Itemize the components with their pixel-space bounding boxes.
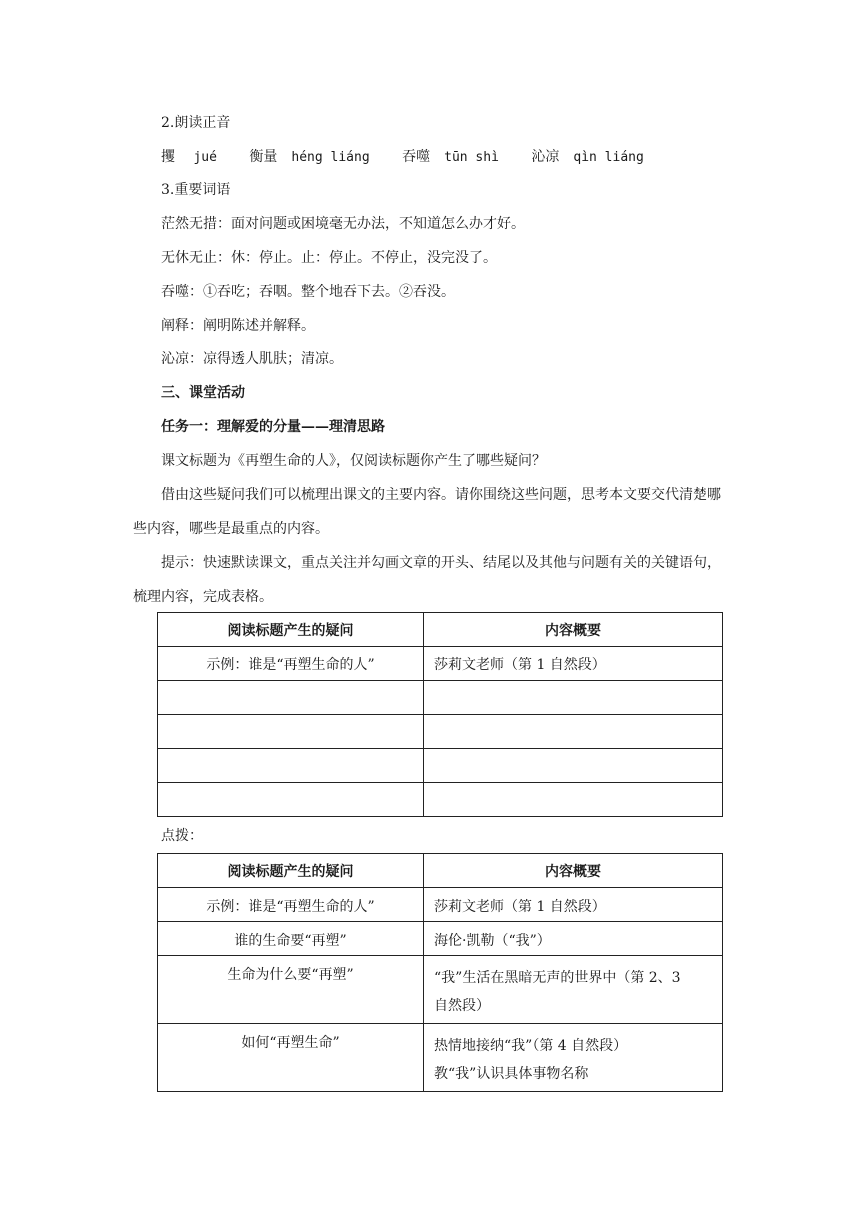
table-header: 内容概要 — [424, 854, 723, 888]
table-header: 阅读标题产生的疑问 — [158, 854, 424, 888]
table-row — [158, 647, 723, 681]
vocab-item: 沁凉：凉得透人肌肤；清凉。 — [161, 351, 343, 367]
table-cell-empty[interactable] — [158, 681, 424, 715]
question-table-blank — [157, 612, 723, 817]
table-cell-empty[interactable] — [424, 715, 723, 749]
vocab-item: 阐释：阐明陈述并解释。 — [161, 318, 315, 334]
activity-heading: 三、课堂活动 — [161, 385, 245, 401]
table-cell-empty[interactable] — [158, 783, 424, 817]
table-cell: 莎莉文老师（第 1 自然段） — [424, 888, 723, 922]
vocab-item: 吞噬：①吞吃；吞咽。整个地吞下去。②吞没。 — [161, 284, 455, 300]
table-row — [158, 681, 723, 715]
section-heading-vocabulary: 3.重要词语 — [161, 182, 231, 198]
table-row — [158, 783, 723, 817]
table-row — [158, 749, 723, 783]
cell-line: 自然段） — [434, 998, 490, 1014]
cell-line: 教“我”认识具体事物名称 — [434, 1066, 589, 1082]
table-row — [158, 1024, 723, 1092]
section-heading-pronunciation: 2.朗读正音 — [161, 115, 231, 131]
table-cell: 示例：谁是“再塑生命的人” — [158, 647, 424, 681]
table-row — [158, 715, 723, 749]
pronunciation-list — [161, 146, 672, 166]
table-cell-empty[interactable] — [424, 783, 723, 817]
table-cell-empty[interactable] — [424, 749, 723, 783]
table-cell-empty[interactable] — [424, 681, 723, 715]
table-header: 内容概要 — [424, 613, 723, 647]
table-cell-empty[interactable] — [158, 749, 424, 783]
vocab-item: 无休无止：休：停止。止：停止。不停止，没完没了。 — [161, 250, 497, 266]
paragraph: 借由这些疑问我们可以梳理出课文的主要内容。请你围绕这些问题，思考本文要交代清楚哪些内容，哪些是最重点的内容。 — [133, 487, 721, 537]
table-cell: 莎莉文老师（第 1 自然段） — [424, 647, 723, 681]
table-cell — [424, 956, 723, 1024]
pron-item: 衡量 héng liáng — [249, 149, 370, 165]
vocab-item: 茫然无措：面对问题或困境毫无办法，不知道怎么办才好。 — [161, 216, 525, 232]
task-heading: 任务一：理解爱的分量——理清思路 — [161, 419, 385, 435]
table-row — [158, 956, 723, 1024]
table-row — [158, 888, 723, 922]
table-cell: 示例：谁是“再塑生命的人” — [158, 888, 424, 922]
pron-item: 吞噬 tūn shì — [402, 149, 499, 165]
paragraph: 课文标题为《再塑生命的人》，仅阅读标题你产生了哪些疑问？ — [161, 453, 546, 469]
pron-item: 攫 jué — [161, 149, 217, 165]
question-table-answers — [157, 853, 723, 1092]
cell-line: “我”生活在黑暗无声的世界中（第 2、3 — [434, 970, 681, 986]
hint-label: 点拨： — [161, 828, 203, 844]
table-cell: 如何“再塑生命” — [158, 1024, 424, 1092]
table-cell: 海伦·凯勒（“我”） — [424, 922, 723, 956]
table-cell — [424, 1024, 723, 1092]
cell-line: 热情地接纳“我”（第 4 自然段） — [434, 1038, 628, 1054]
pron-item: 沁凉 qìn liáng — [531, 149, 644, 165]
table-cell-empty[interactable] — [158, 715, 424, 749]
paragraph: 提示：快速默读课文，重点关注并勾画文章的开头、结尾以及其他与问题有关的关键语句，梳理内容，完成表格。 — [133, 555, 721, 605]
table-row — [158, 922, 723, 956]
table-header: 阅读标题产生的疑问 — [158, 613, 424, 647]
table-cell: 谁的生命要“再塑” — [158, 922, 424, 956]
table-cell: 生命为什么要“再塑” — [158, 956, 424, 1024]
